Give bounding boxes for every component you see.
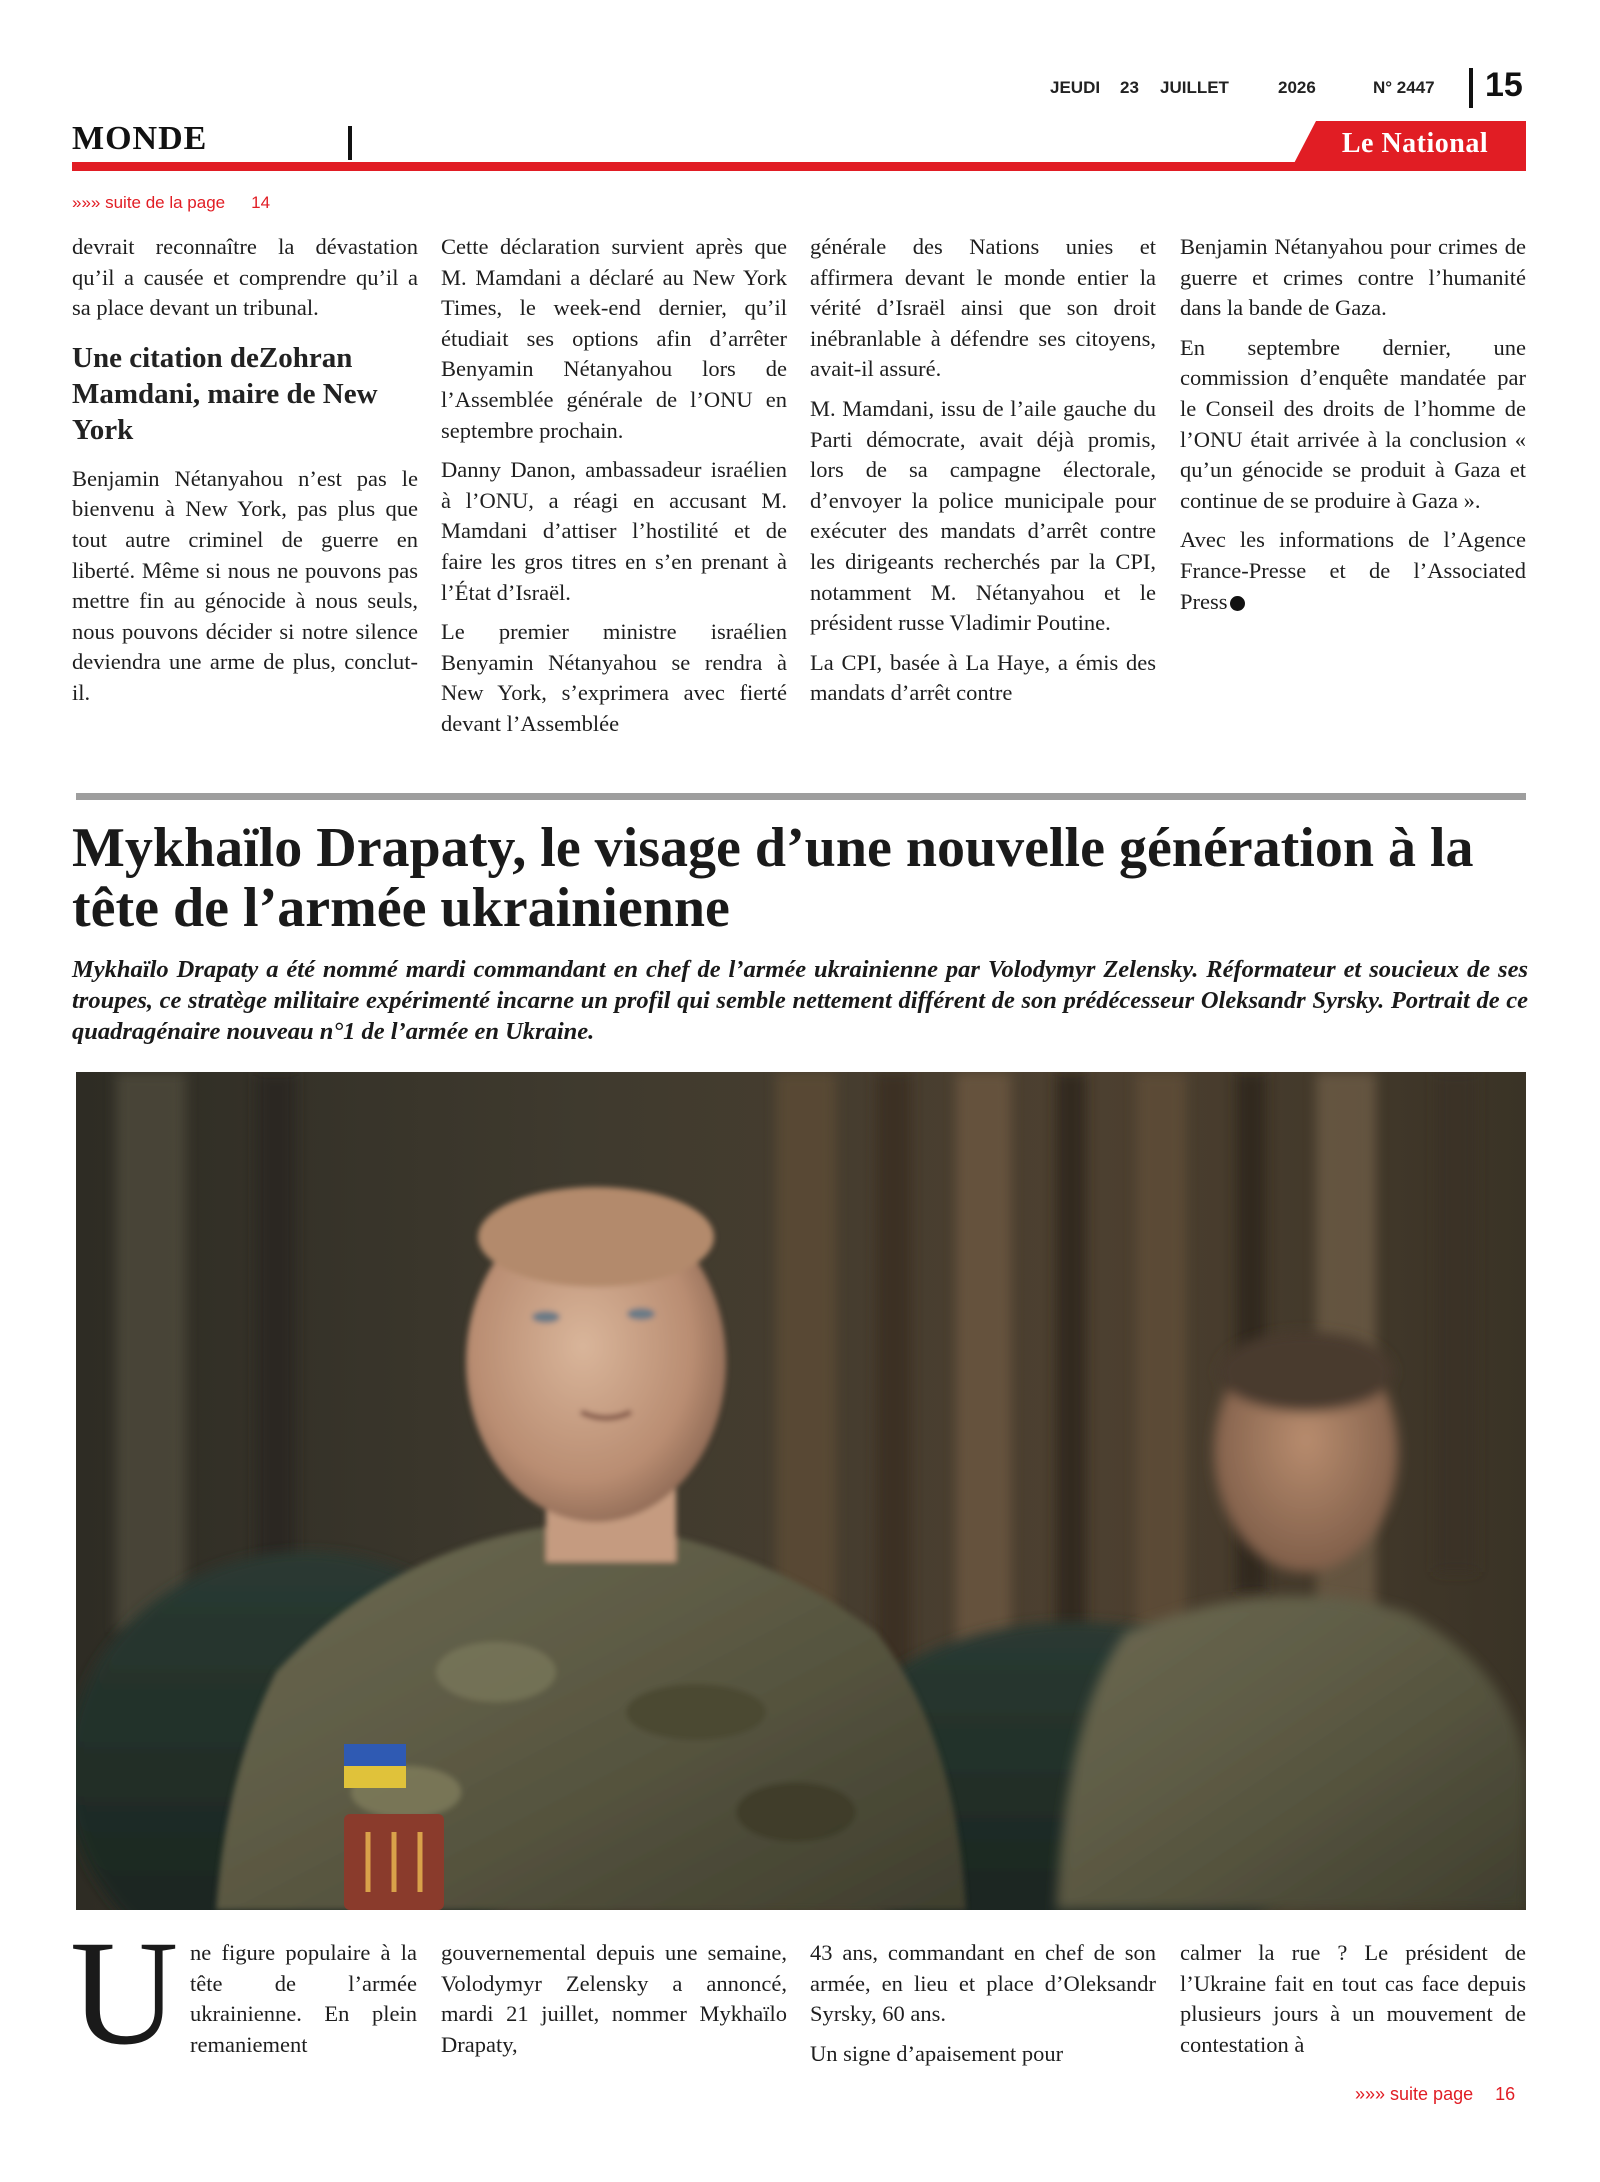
subheading: Une citation deZohran Mamdani, maire de New York xyxy=(72,341,378,446)
feature-headline: Mykhaïlo Drapaty, le visage d’une nouvelle génération à la tête de l’armée ukrainienne xyxy=(72,817,1474,939)
feature-photo xyxy=(76,1072,1526,1910)
paragraph: Un signe d’apaisement pour xyxy=(810,2040,1064,2066)
drop-cap: U xyxy=(70,1910,179,2076)
header-rule xyxy=(72,162,1526,171)
top-article-column-2 xyxy=(441,232,787,749)
issue-number: N° 2447 xyxy=(1373,78,1435,97)
continued-from[interactable] xyxy=(72,193,270,213)
page-number: 15 xyxy=(1485,66,1523,104)
paragraph: devrait reconnaître la dévastation qu’il a causée et comprendre qu’il a sa place devant un tribunal. xyxy=(72,234,418,321)
brand-logo: Le National xyxy=(1341,128,1489,159)
paragraph: générale des Nations unies et affirmera devant le monde entier la vérité d’Israël ainsi que son droit inébranlable à défendre ses citoyens, avait-il assuré. xyxy=(810,234,1156,382)
page-number-divider xyxy=(1469,68,1473,108)
paragraph: La CPI, basée à La Haye, a émis des mandats d’arrêt contre xyxy=(810,649,1156,706)
continued-on-label: »»» suite page xyxy=(1355,2084,1474,2104)
paragraph: gouvernemental depuis une semaine, Volodymyr Zelensky a annoncé, mardi 21 juillet, nommer Mykhaïlo Drapaty, xyxy=(441,1940,787,2057)
feature-column-3 xyxy=(810,1938,1156,2078)
paragraph: M. Mamdani, issu de l’aile gauche du Parti démocrate, avait déjà promis, lors de sa campagne électorale, d’envoyer la police municipale pour exécuter des mandats d’arrêt contre les dirigeants recherchés par la CPI, notamment M. Nétanyahou et le président russe Vladimir Poutine. xyxy=(810,395,1156,636)
issue-date: 23 xyxy=(1120,78,1139,97)
continued-from-label: »»» suite de la page xyxy=(72,193,226,212)
article-divider xyxy=(76,793,1526,800)
section-divider xyxy=(348,126,352,160)
paragraph: ne figure populaire à la tête de l’armée ukrainienne. En plein remaniement xyxy=(190,1940,417,2057)
top-article-column-1 xyxy=(72,232,418,718)
feature-standfirst: Mykhaïlo Drapaty a été nommé mardi commandant en chef de l’armée ukrainienne par Volodymyr Zelensky. Réformateur et soucieux de ses troupes, ce stratège militaire expérimenté incarne un profil qui semble nettement différent de son prédécesseur Oleksandr Syrsky. Portrait de ce quadragénaire nouveau n°1 de l’armée en Ukraine. xyxy=(72,956,1528,1045)
paragraph xyxy=(1180,525,1526,617)
top-article-column-4 xyxy=(1180,232,1526,626)
end-of-article-icon xyxy=(1230,596,1245,611)
paragraph: Le premier ministre israélien Benyamin Nétanyahou se rendra à New York, s’exprimera avec fierté devant l’Assemblée xyxy=(441,619,787,736)
feature-column-1 xyxy=(190,1938,417,2069)
issue-year: 2026 xyxy=(1278,78,1316,97)
paragraph: calmer la rue ? Le président de l’Ukraine fait en tout cas face depuis plusieurs jours à un mouvement de contestation à xyxy=(1180,1940,1526,2057)
paragraph: 43 ans, commandant en chef de son armée, en lieu et place d’Oleksandr Syrsky, 60 ans. xyxy=(810,1940,1156,2027)
paragraph: Cette déclaration survient après que M. Mamdani a déclaré au New York Times, le week-end dernier, qu’il étudiait ses options afin d’arrêter Benyamin Nétanyahou lors de l’Assemblée générale de l’ONU en septembre prochain. xyxy=(441,234,787,443)
feature-column-2 xyxy=(441,1938,787,2069)
top-article-column-3 xyxy=(810,232,1156,718)
issue-month: JUILLET xyxy=(1160,78,1229,97)
paragraph: Benjamin Nétanyahou n’est pas le bienvenu à New York, pas plus que tout autre criminel de guerre en liberté. Même si nous ne pouvons pas mettre fin au génocide à nous seuls, nous pouvons décider si notre silence deviendra une arme de plus, conclut-il. xyxy=(72,465,418,705)
continued-on[interactable] xyxy=(1355,2084,1515,2105)
continued-from-page: 14 xyxy=(251,193,271,212)
paragraph: Benjamin Nétanyahou pour crimes de guerre et crimes contre l’humanité dans la bande de Gaza. xyxy=(1180,234,1526,321)
issue-day: JEUDI xyxy=(1050,78,1101,97)
feature-column-4 xyxy=(1180,1938,1526,2069)
paragraph: En septembre dernier, une commission d’enquête mandatée par le Conseil des droits de l’homme de l’ONU était arrivée à la conclusion « qu’un génocide se produit à Gaza et continue de se produire à Gaza ». xyxy=(1180,334,1526,513)
continued-on-page: 16 xyxy=(1495,2084,1516,2104)
paragraph: Danny Danon, ambassadeur israélien à l’ONU, a réagi en accusant M. Mamdani d’attiser l’hostilité et de faire les gros titres en s’en prenant à l’État d’Israël. xyxy=(441,457,787,605)
credit-text: Avec les informations de l’Agence France-Presse et de l’Associated Press xyxy=(1180,527,1526,614)
section-title: MONDE xyxy=(72,120,208,157)
